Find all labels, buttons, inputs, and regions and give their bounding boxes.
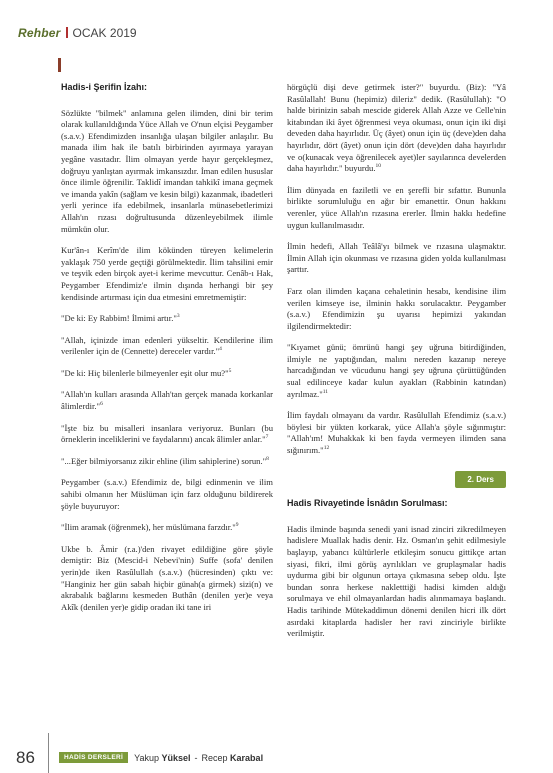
magazine-header: [18, 26, 137, 40]
paragraph-text: "De ki: Hiç bilenlerle bilmeyenler eşit olur mu?": [61, 367, 229, 378]
paragraph-text: Farz olan ilimden kaçana cehaletinin hesabı, kendisine ilim verilen kimseye ise, ilminin hakkı sorulacaktır. Peygamber (s.a.v.) Efendimizin şu uyarısı hepimizi yakından ilgilendirmektedir:: [287, 285, 506, 331]
paragraph-text: İlim faydalı olmayanı da vardır. Rasûlullah Efendimiz (s.a.v.) böylesi bir yükten korkarak, yüce Allah'a şöyle sığınmıştır: "Allah'ım! Muhakkak ki ben fayda vermeyen ilimden sana sığınırım.": [287, 410, 506, 456]
page-number: 86: [16, 748, 35, 767]
footnote-ref: 11: [322, 388, 329, 395]
author1-last: Yüksel: [161, 752, 191, 763]
footnote-ref: 6: [100, 401, 103, 408]
footnote-ref: 7: [265, 434, 269, 441]
lesson-badge: 2. Ders: [455, 471, 506, 489]
paragraph-text: "İlim aramak (öğrenmek), her müslümana farzdır.": [61, 522, 236, 533]
footnote-ref: 5: [228, 368, 232, 375]
footnote-ref: 4: [219, 346, 222, 353]
paragraph-text: İlmin hedefi, Allah Teâlâ'yı bilmek ve rızasına ulaşmaktır. İlmin Allah için okunması ve rızasına giden yolda kullanılması şarttır.: [287, 241, 506, 275]
footnote-ref: 10: [375, 163, 381, 170]
paragraph-text: "De ki: Ey Rabbim! İlmimi artır.": [61, 313, 177, 324]
issue-date: OCAK 2019: [72, 26, 137, 40]
paragraph-text: "Allah'ın kulları arasında Allah'tan gerçek manada korkanlar âlimlerdir.": [61, 389, 273, 412]
paragraph: [287, 241, 506, 276]
author2-last: Karabal: [230, 752, 264, 763]
footnote-ref: 12: [323, 445, 330, 452]
paragraph-text: Hadis ilminde başında senedi yani isnad zinciri zikredilmeyen hadislere Muallak hadis denir. Hz. Osman'ın şehit edilmesiyle başlayıp, yabancı kültürlerle etkileşim sonucu gittikçe artan siyasi, fikri, ilmi görüş ayrılıkları ve gruplaşmalar hadis uydurma gibi bir olgunun ortaya çıkmasına sebep oldu. İşte bundan sonra herkese nakletttiği hadisi kimden aldığı sorulmaya ve ehil olmayanlardan hadis alınmamaya başlandı. Hadis tarihinde Mütekaddimun dönemi denilen hicri ilk dört asırdaki kitaplarda hadisler her ravi zinciriyle birlikte verilmiştir.: [287, 523, 506, 639]
column-accent-bar: [58, 58, 61, 72]
paragraph: [61, 423, 273, 446]
paragraph: [61, 245, 273, 303]
paragraph-text: Peygamber (s.a.v.) Efendimiz de, bilgi edinmenin ve ilim sahibi olmanın her Müslüman için farz olduğunu bildirerek şöyle buyuruyor:: [61, 477, 273, 511]
paragraph-text: "İşte biz bu misalleri insanlara veriyoruz. Bunları (bu örneklerin inceliklerini ve faydalarını) ancak âlimler anlar.": [61, 422, 273, 445]
footnote-ref: 8: [266, 455, 269, 462]
paragraph: [287, 185, 506, 231]
paragraph-text: hörgüçlü dişi deve getirmek ister?" buyurdu. (Biz): "Yâ Rasûlallah! Bunu (hepimiz) dileriz" dedik. (Rasûlullah): "O halde birinizin sabah mescide giderek Allah Azze ve Celle'nin kitabından iki âyet öğrenmesi veya okuması, onun için iki dişi deveden daha hayırlıdır. Üç (âyet) onun için üç (deve)den daha hayırlıdır, dört (âyet) onun için dört (deve)den daha hayırlıdır ve o(kunacak veya öğrenilecek ayet)ler sayılarınca develerden daha hayırlıdır." buyurdu.: [287, 82, 506, 174]
paragraph-text: "Kıyamet günü; ömrünü hangi şey uğruna bitirdiğinden, ilmiyle ne yaptığından, malını nereden kazanıp nereye harcadığından ve vücudunu hangi şey uğruna çürüttüğünden sual edilinceye kadar kulun ayakları (Rabbinin katından) ayrılmaz.": [287, 342, 506, 399]
author2-first: Recep: [201, 752, 228, 763]
paragraph-text: Ukbe b. Âmir (r.a.)'den rivayet edildiğine göre şöyle demiştir: Biz (Mescid-i Nebevi'nin) Suffe (sofa' denilen yerin)de iken Rasûlullah (s.a.v.) (hücresinden) çıktı ve: "Hanginiz her gün sabah hiçbir günah(a girmek) sizi(n) ve akrabalık bağlarını kesmeden Buthân (denilen yer)e veya Akîk (denilen yer)e gidip oradan iki tane iri: [61, 543, 273, 612]
paragraph: [61, 522, 273, 534]
paragraph: [61, 368, 273, 380]
paragraph: [287, 342, 506, 400]
paragraph-text: İlim dünyada en faziletli ve en şerefli bir sıfattır. Bununla birlikte sorumluluğu en ağır bir emanettir. Onun hakkını verenler, yüce Allah'ın rızasına ererler. İlmin hakkı hedefine uygun kullanılmasıdır.: [287, 184, 506, 230]
section-badge: HADİS DERSLERİ: [59, 752, 128, 763]
paragraph: [287, 286, 506, 332]
footer: [59, 752, 263, 763]
right-column: [287, 82, 506, 650]
paragraph: [287, 524, 506, 640]
paragraph-text: "...Eğer bilmiyorsanız zikir ehline (ilim sahiplerine) sorun.": [61, 455, 267, 466]
right-body-bottom: [287, 524, 506, 640]
left-column: [61, 82, 273, 623]
footnote-ref: 9: [235, 522, 239, 529]
footnote-ref: 3: [176, 313, 180, 320]
paragraph-text: "Allah, içinizde iman edenleri yükseltir. Kendilerine ilim verilenler için de (Cennette) dereceler vardır.": [61, 334, 273, 357]
subheading: Hadis Rivayetinde İsnâdın Sorulması:: [287, 498, 448, 509]
brand-logo: Rehber: [18, 26, 61, 40]
paragraph: [61, 313, 273, 325]
left-body: [61, 108, 273, 614]
paragraph: [287, 82, 506, 175]
paragraph: [61, 335, 273, 358]
author1-first: Yakup: [134, 752, 159, 763]
author-separator: -: [194, 752, 198, 763]
section-heading: Hadis-i Şerifin İzahı:: [61, 82, 148, 92]
paragraph: [61, 477, 273, 512]
paragraph: [61, 389, 273, 412]
paragraph: [61, 456, 273, 468]
right-body-top: [287, 82, 506, 457]
header-divider: [66, 27, 68, 38]
footer-divider: [48, 733, 49, 773]
paragraph: [287, 410, 506, 456]
paragraph-text: Sözlükte "bilmek" anlamına gelen ilimden, dini bir terim olarak kullanıldığında Yüce Allah ve O'nun elçisi Peygamber (s.a.v.) Efendimizden insanlığa ulaşan bilgiler anlaşılır. Bu manada ilim hak ile batılı birbirinden ayırmaya yarayan yegâne vasıtadır. İlim olmayan yerde hayır gerçekleşmez, doğruyu yanlıştan ayırmak imkansızdır. İman edilen hususlar önce ilimle öğrenilir. Taklidî imandan tahkikî imana geçmek ve imanda yakîn (sağlam ve kesin bilgi) kazanmak, ibadetleri yerli yerince ifa edebilmek, insanlarla münasebetlerimizi Allah'ın rızası doğrultusunda düzenleyebilmek ilimle mümkün olur.: [61, 107, 273, 234]
paragraph: [61, 544, 273, 614]
paragraph-text: Kur'ân-ı Kerîm'de ilim kökünden türeyen kelimelerin yaklaşık 750 yerde geçtiği görülmektedir. İlim tahsilini emir ve teşvik eden birçok ayet-i kerime mevcuttur. Cenâb-ı Hak, Peygamber Efendimiz'e ilmin dışında herhangi bir şey kendisinde artırması için dua etmesini emretmemiştir:: [61, 245, 273, 302]
paragraph: [61, 108, 273, 236]
lesson-badge-wrap: [287, 471, 506, 489]
